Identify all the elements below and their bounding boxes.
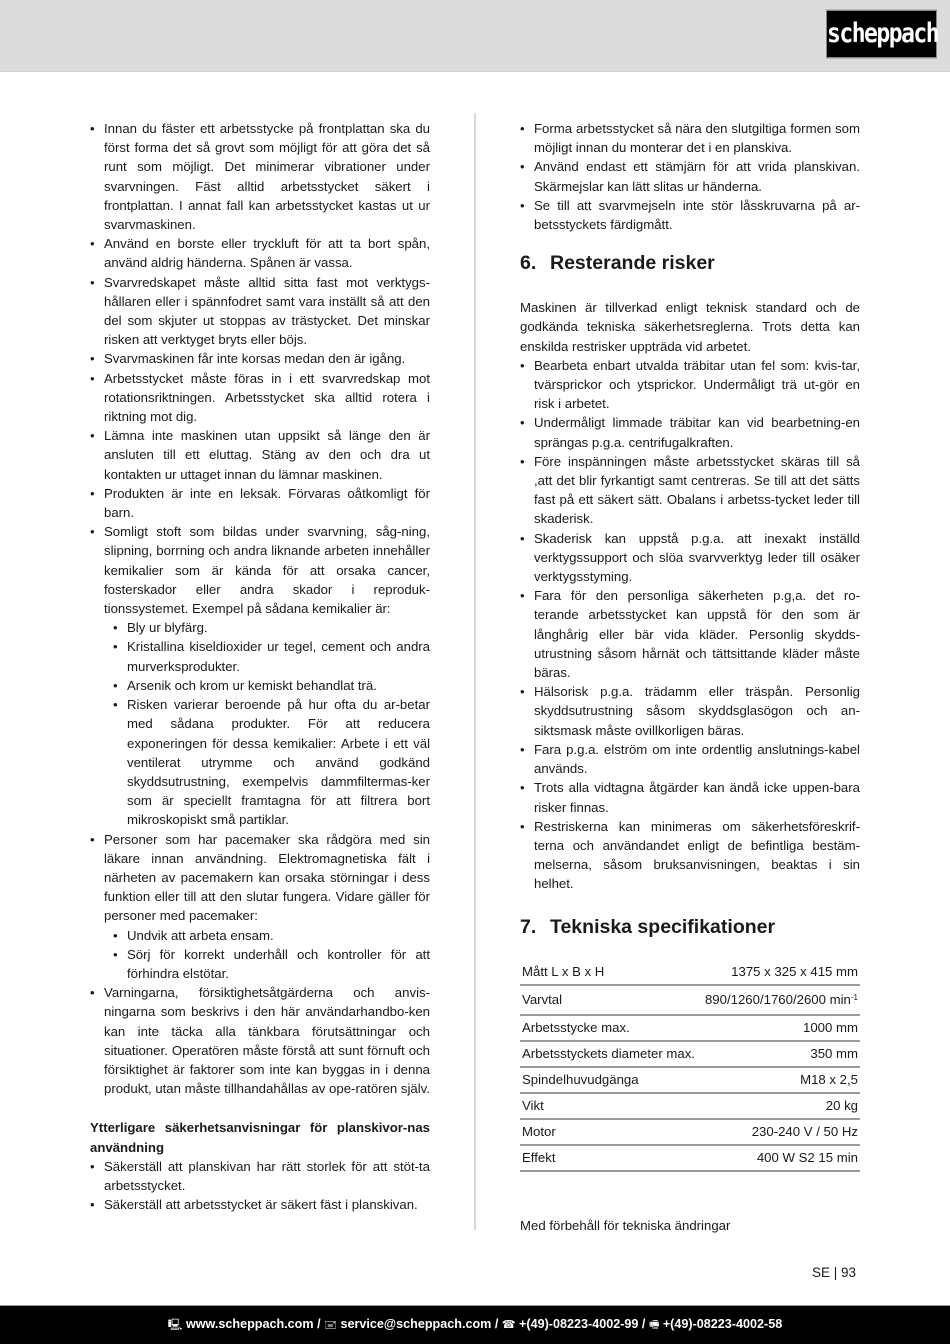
table-row [520, 1145, 860, 1171]
page-number: SE | 93 [812, 1265, 857, 1280]
list-item: • Trots alla vidtagna åtgärder kan ändå icke uppen-bara risker finnas. [520, 778, 860, 816]
table-row [520, 1067, 860, 1093]
footer-contact-bar [0, 1305, 950, 1344]
faceplate-heading: Ytterligare säkerhetsanvisningar för planskivor-nas användning [90, 1120, 430, 1155]
phone-icon: ☎ [501, 1319, 516, 1331]
chemical-sublist [113, 618, 430, 829]
list-item: • Fara p.g.a. elström om inte ordentlig anslutnings-kabel används. [520, 740, 860, 778]
list-item-text: Somligt stoft som bildas under svarvning, såg-ning, slipning, borrning och andra liknande arbeten innehåller kemikalier som är kända för att orsaka cancer, fosterskador eller andra skador i reproduk-tionssystemet. Exempel på sådana kemikalier är: [104, 524, 430, 617]
list-item: • Fara för den personliga säkerheten p.g,a. det ro-terande arbetsstycket kan uppstå för den som är långhårig eller bär vida kläder. Personlig skydds-utrustning såsom hårnät och tättsittande kläder måste bäras. [520, 586, 860, 682]
separator: / [491, 1317, 502, 1331]
list-item: • Svarvredskapet måste alltid sitta fast mot verktygs-hållaren eller i spännfodret samt vara inställt så att den del som skjuter ut stoppas av trästycket. Det minskar risken att verktyget bryts eller böjs. [90, 273, 430, 350]
list-item: • Produkten är inte en leksak. Förvaras oåtkomligt för barn. [90, 484, 430, 522]
sub-list-item: • Arsenik och krom ur kemiskt behandlat trä. [113, 676, 430, 695]
list-item: • Säkerställ att planskivan har rätt storlek för att stöt-ta arbetsstycket. [90, 1157, 430, 1195]
table-row [520, 985, 860, 1015]
section-title: Resterande risker [550, 252, 715, 275]
list-item: • Lämna inte maskinen utan uppsikt så länge den är ansluten till ett eluttag. Stäng av den och dra ut kontakten ur uttaget innan du lämnar maskinen. [90, 426, 430, 484]
spec-value: 1375 x 325 x 415 mm [703, 960, 860, 985]
fax-number: +(49)-08223-4002-58 [662, 1317, 783, 1331]
spec-label: Vikt [520, 1093, 703, 1119]
sub-list-item: • Risken varierar beroende på hur ofta du ar-betar med sådana produkter. För att reducera exponeringen för dessa kemikalier: Arbete i ett väl ventilerat utrymme och använd godkänd skyddsutrustning, exempelvis dammfiltermas-ker som är speciellt framtagna för att filtrera bort mikroskopiskt små partiklar. [113, 695, 430, 829]
spec-label: Spindelhuvudgänga [520, 1067, 703, 1093]
spec-value: 20 kg [703, 1093, 860, 1119]
section-7-heading [520, 916, 860, 938]
list-item: • Se till att svarvmejseln inte stör låsskruvarna på ar-betsstyckets färdigmått. [520, 196, 860, 234]
spec-value: 230-240 V / 50 Hz [703, 1119, 860, 1145]
separator: / [313, 1317, 325, 1331]
list-item: • Bearbeta enbart utvalda träbitar utan fel som: kvis-tar, tvärsprickor och ytsprickor. Undermåligt trä ut-gör en risk i arbetet. [520, 356, 860, 414]
spec-value: 400 W S2 15 min [703, 1145, 860, 1171]
faceplate-bullet-list [90, 1157, 430, 1215]
list-item: • Undermåligt limmade träbitar kan vid bearbetning-en sprängas p.g.a. centrifugalkraften. [520, 413, 860, 451]
pacemaker-sublist [113, 926, 430, 984]
list-item: • Svarvmaskinen får inte korsas medan den är igång. [90, 349, 430, 368]
spec-label: Motor [520, 1119, 703, 1145]
mail-icon: 🖃 [324, 1319, 337, 1331]
spec-label: Arbetsstycke max. [520, 1015, 703, 1041]
list-item: • Hälsorisk p.g.a. trädamm eller träspån. Personlig skyddsutrustning såsom skyddsglasögon och an-siktsmask måste ovillkorligen bäras. [520, 682, 860, 740]
left-column [90, 119, 430, 1214]
table-row [520, 1015, 860, 1041]
spec-unit-exponent: -1 [850, 992, 858, 1002]
list-item-pacemaker [90, 830, 430, 984]
sub-list-item: • Undvik att arbeta ensam. [113, 926, 430, 945]
section-6-intro: Maskinen är tillverkad enligt teknisk standard och de godkända tekniska säkerhetsreglerna. Trots detta kan enskilda restrisker uppträda vid arbetet. [520, 300, 860, 354]
spec-table [520, 960, 860, 1172]
section-number: 6. [520, 252, 537, 275]
spec-label: Effekt [520, 1145, 703, 1171]
list-item: • Före inspänningen måste arbetsstycket skäras till så ,att det blir fyrkantigt samt centreras. Se till att det sätts fast på ett säkert sätt. Obalans i arbetss-tycket leder till skaderisk. [520, 452, 860, 529]
list-item-chemicals [90, 522, 430, 829]
spec-label: Arbetsstyckets diameter max. [520, 1041, 703, 1067]
list-item: • Forma arbetsstycket så nära den slutgiltiga formen som möjligt innan du monterar det i en planskiva. [520, 119, 860, 157]
section-title: Tekniska specifikationer [550, 915, 776, 938]
column-divider [474, 113, 476, 1230]
spec-label: Varvtal [520, 985, 703, 1015]
section-6-heading [520, 252, 860, 274]
section-number: 7. [520, 915, 537, 938]
scheppach-logo: scheppach [826, 10, 937, 58]
fax-icon: 🖷 [648, 1319, 660, 1331]
residual-risks-list [520, 356, 860, 894]
list-item: • Säkerställ att arbetsstycket är säkert fäst i planskivan. [90, 1195, 430, 1214]
list-item: • Innan du fäster ett arbetsstycke på frontplattan ska du först forma det så grovt som möjligt för att göra det så runt som möjligt. Det minimerar vibrationer under svarvningen. Fäst alltid arbetsstycket säkert i frontplattan. I annat fall kan arbetsstycket kastas ut ur svarvmaskinen. [90, 119, 430, 234]
email-link[interactable]: service@scheppach.com [340, 1317, 492, 1331]
sub-list-item: • Kristallina kiseldioxider ur tegel, cement och andra murverksprodukter. [113, 637, 430, 675]
table-row [520, 1119, 860, 1145]
table-row [520, 1041, 860, 1067]
spec-value: M18 x 2,5 [703, 1067, 860, 1093]
spec-value: 350 mm [703, 1041, 860, 1067]
list-item: • Använd en borste eller tryckluft för att ta bort spån, använd aldrig händerna. Spånen är vassa. [90, 234, 430, 272]
header-band [0, 0, 950, 72]
technical-changes-note: Med förbehåll för tekniska ändringar [520, 1217, 731, 1233]
spec-label: Mått L x B x H [520, 960, 703, 985]
sub-list-item: • Bly ur blyfärg. [113, 618, 430, 637]
list-item: • Skaderisk kan uppstå p.g.a. att inexakt inställd verktygssupport och slöa svarvverktyg leder till osäker verktygsstyming. [520, 529, 860, 587]
sub-list-item: • Sörj för korrekt underhåll och kontroller för att förhindra elstötar. [113, 945, 430, 983]
website-link[interactable]: www.scheppach.com [185, 1317, 314, 1331]
right-column [520, 119, 860, 1235]
separator: / [638, 1317, 649, 1331]
spec-value-cell [703, 985, 860, 1015]
spec-value: 1000 mm [703, 1015, 860, 1041]
table-row [520, 960, 860, 985]
list-item-text: Personer som har pacemaker ska rådgöra med sin läkare innan användning. Elektromagnetiska fält i närheten av pacemakern kan orsaka störningar i dess funktion eller till att den slutar fungera. Vidare gäller för personer med pacemaker: [104, 831, 430, 924]
list-item: • Varningarna, försiktighetsåtgärderna och anvis-ningarna som beskrivs i den här användarhandbo-ken kan inte täcka alla tänkbara förutsättningar och situationer. Operatören måste förstå att sunt förnuft och försiktighet är faktorer som inte kan byggas in i denna produkt, utan måste tillhandahållas av ope-ratören själv. [90, 983, 430, 1098]
safety-bullet-list [90, 119, 430, 1098]
spec-value: 890/1260/1760/2600 min [704, 991, 851, 1007]
phone-number: +(49)-08223-4002-99 [519, 1317, 639, 1331]
list-item: • Arbetsstycket måste föras in i ett svarvredskap mot rotationsriktningen. Arbetsstycket ska alltid rotera i riktning mot dig. [90, 369, 430, 427]
computer-icon: 🖳 [167, 1319, 183, 1331]
faceplate-bullet-list-continued [520, 119, 860, 234]
list-item: • Restriskerna kan minimeras om säkerhetsföreskrif-terna och användandet enligt de befintliga bestäm-melserna, såsom bruksanvisningen, beaktas i sin helhet. [520, 817, 860, 894]
list-item: • Använd endast ett stämjärn för att vrida planskivan. Skärmejslar kan lätt slitas ur händerna. [520, 157, 860, 195]
table-row [520, 1093, 860, 1119]
